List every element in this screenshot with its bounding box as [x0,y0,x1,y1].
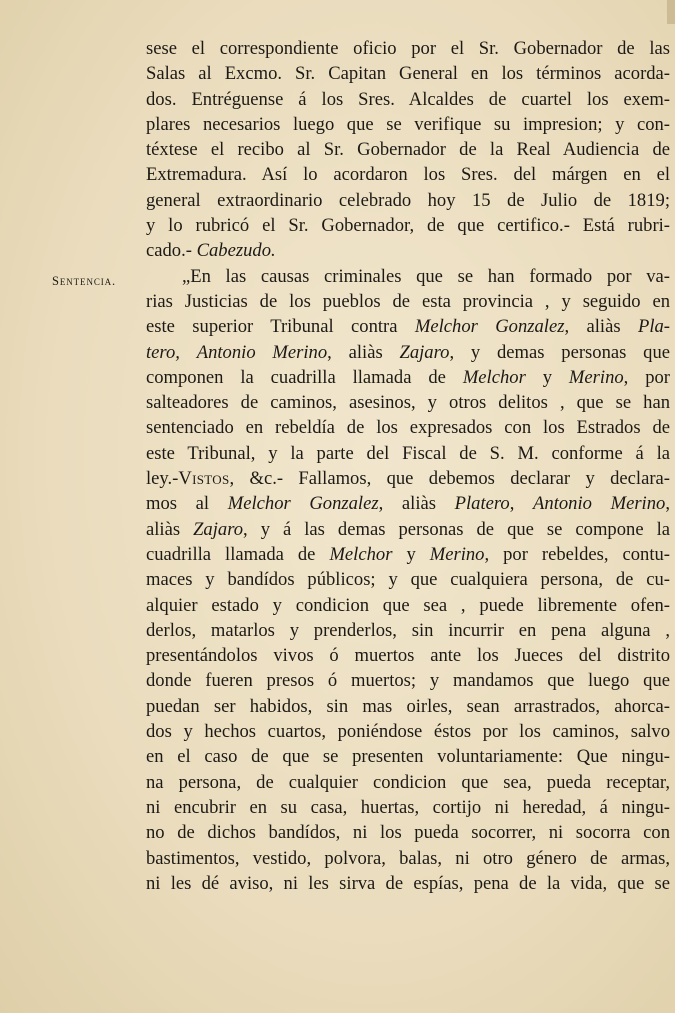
text-line: sentenciado en rebeldía de los expresados con los Estrados de [146,417,670,439]
text-line: ni les dé aviso, ni les sirva de espías, pena de la vida, que se [146,872,670,894]
text-line: en el caso de que se presenten voluntariamente: Que ningu- [146,746,670,768]
text-line: general extraordinario celebrado hoy 15 de Julio de 1819; [146,189,670,211]
text-line: téxtese el recibo al Sr. Gobernador de la Real Audiencia de [146,139,670,161]
text-line: tero, Antonio Merino, aliàs Zajaro, y demas personas que [146,341,671,363]
paragraph-sentencia [146,264,670,896]
text-line: y lo rubricó el Sr. Gobernador, de que certifico.- Está rubri- [146,215,670,237]
text-line: plares necesarios luego que se verifique su impresion; y con- [146,113,670,135]
text-line: maces y bandídos públicos; y que cualquiera persona, de cu- [146,569,670,591]
text-line: componen la cuadrilla llamada de Melchor y Merino, por [146,366,671,388]
text-line: presentándolos vivos ó muertos ante los Jueces del distrito [146,645,670,667]
paragraph-sentencia-continued [146,567,670,896]
text-line: dos. Entréguense á los Sres. Alcaldes de cuartel los exem- [146,88,670,110]
text-line: cuadrilla llamada de Melchor y Merino, por rebeldes, contu- [146,543,670,565]
name-antonio-merino: Antonio Merino [196,341,328,363]
text-line: Extremadura. Así lo acordaron los Sres. del márgen en el [146,164,670,186]
text-line: este Tribunal, y la parte del Fiscal de S. M. conforme á la [146,442,670,464]
text-line: bastimentos, vestido, polvora, balas, ni otro género de armas, [146,847,670,869]
text-line: ni encubrir en su casa, huertas, cortijo ni heredad, á ningu- [146,796,670,818]
alias-zajaro: Zajaro [399,341,450,363]
page-edge-mark [667,0,675,24]
text-line: este superior Tribunal contra Melchor Gonzalez, aliàs Pla- [146,316,670,338]
text-line: puedan ser habidos, sin mas oirles, sean arrastrados, ahorca- [146,695,670,717]
text-line: rias Justicias de los pueblos de esta provincia , y seguido en [146,290,670,312]
text-line: ley.-Vistos, &c.- Fallamos, que debemos declarar y declara- [146,468,670,490]
text-line: mos al Melchor Gonzalez, aliàs Platero, Antonio Merino, [146,493,670,515]
name-melchor-gonzalez: Melchor Gonzalez [414,316,565,338]
text-line: no de dichos bandídos, ni los pueda socorrer, ni socorra con [146,822,670,844]
signature-name: Cabezudo. [196,240,276,262]
text-line: cado.- Cabezudo. [146,240,276,262]
text-line: salteadores de caminos, asesinos, y otros delitos , que se han [146,392,670,414]
body-text [146,36,670,896]
text-line: dos y hechos cuartos, poniéndose éstos por los caminos, salvo [146,721,670,743]
paragraph-acuerdo [146,36,670,238]
margin-label-sentencia: Sentencia. [52,274,117,288]
text-line: sese el correspondiente oficio por el Sr. Gobernador de las [146,38,670,59]
text-line: na persona, de cualquier condicion que sea, pueda receptar, [146,771,670,793]
text-line: derlos, matarlos y prenderlos, sin incurrir en pena alguna , [146,619,670,641]
text-line: Salas al Excmo. Sr. Capitan General en los términos acorda- [146,63,670,85]
text-line: „En las causas criminales que se han formado por va- [182,265,670,287]
text-line: aliàs Zajaro, y á las demas personas de que se compone la [146,518,670,540]
text-line: alquier estado y condicion que sea , puede libremente ofen- [146,594,670,616]
text-line: donde fueren presos ó muertos; y mandamos que luego que [146,670,670,692]
